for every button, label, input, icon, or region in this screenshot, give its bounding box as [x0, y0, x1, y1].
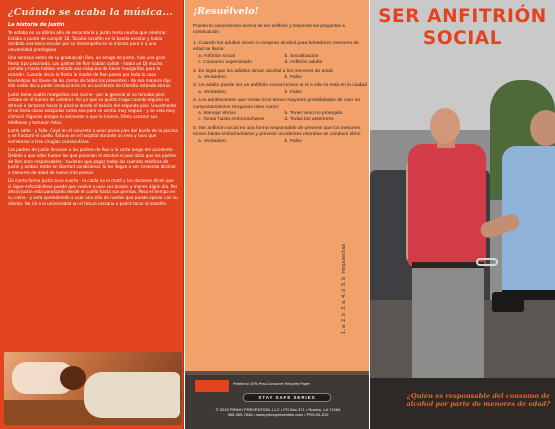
series-badge: STAY SAFE SERIES: [243, 393, 331, 402]
answer-option: c. Consumo supervisado: [198, 60, 252, 66]
quiz-question: [193, 41, 367, 67]
answer-option: b. Falso: [284, 75, 302, 81]
man-belt-shape: [412, 262, 484, 268]
answer-option: b. Socialización: [284, 53, 319, 59]
man-head-shape: [430, 108, 460, 144]
quiz-question: [193, 69, 367, 82]
question-text: 2. Es legal que los adultos sirvan alcohol a los menores de edad.: [193, 68, 334, 74]
copyright: [195, 407, 361, 417]
story-heading: ¿Cuándo se acaba la música...: [8, 7, 173, 18]
answer-key-code: 1.a 2.b 3.a 4.d 5.b: [341, 276, 347, 334]
answer-key: [341, 243, 365, 334]
question-text: 4. Los adolescentes que toman licor tienen mayores posibilidades de caer en comportamientos riesgosos tales como:: [193, 98, 361, 110]
answer-options: [193, 75, 367, 81]
story-paragraph: Justin salto - y fallo. Cayó en el concreto a unos pocos pies del borde de la piscina y se fracturó el cuello. Estuvo en el hospital durante un mes y tuvo que someterse a tres cirugías consecutivas.: [8, 127, 178, 145]
gun-icon: [492, 292, 524, 312]
boy-head-shape: [60, 366, 86, 390]
cover-panel: [370, 0, 555, 429]
handcuffs-icon: [476, 258, 498, 266]
story-paragraph: Yo estaba en su último año de secundaria y Justin tenía mucho que celebrar. Estaba a punto de cumplir 18. Tocaba saxofón en la banda escolar y había recibido una beca escolar por su desempeño en la música para ir a una universidad prestigiosa.: [8, 30, 167, 52]
answer-options: [193, 139, 367, 145]
cover-title: [374, 6, 551, 50]
injured-boy-photo: [4, 352, 182, 425]
answer-option: d. Todas las anteriores: [284, 117, 334, 123]
answer-options: [193, 54, 367, 67]
answer-options: [193, 111, 367, 124]
boy-shirt-shape: [84, 372, 180, 418]
man-pants-shape: [412, 264, 484, 394]
answer-option: b. Tener sexo no protegido: [284, 111, 343, 117]
story-paragraph: Justin tomo cuatro margaritas esa noche - por lo general el no tomaba pero estaba en el humor de celebrar. Así ya que su quinto trago cuando alguien se atrevió a lanzarse hacia la piscina desde el balcón del segundo piso. Usualmente el no haría cosas estúpidas como esa pero se sentía muy seguro - y se veía muy cómico! Algunos amigos lo animaron a que lo hiciera. Otros sacaron sus teléfonos y tomaron fotos.: [8, 91, 177, 125]
quiz-questions: [193, 41, 367, 147]
cover-question: ¿Quién es responsable del consumo de alcohol por parte de menores de edad?: [406, 392, 550, 408]
printed-note: Printed on 30% Post-Consumer Recycled Paper: [233, 382, 310, 386]
cover-title-line: SOCIAL: [422, 28, 503, 49]
answer-option: b. Falso: [284, 138, 302, 144]
quiz-panel: [185, 0, 369, 429]
quiz-intro: Prueba tu conocimiento acerca de ser anfitrión y responde las preguntas a continuación.: [193, 23, 345, 34]
primo-prevention-logo-icon: [195, 380, 229, 392]
answer-option: a. Verdadero: [198, 89, 227, 95]
story-paragraph: Una semana antes de su graduación Ron, un amigo de Justin, hizo una gran fiesta tipo piscinada. Los padres de Ron habían salido - había un DJ mucho comida y hasta habían rentado una máquina de hacer margaritas para la ocasión. Cuando inicio la fiesta la madre de Ron paseo por toda la casa llevándose las llaves de los carros de todos los presentes - de esa manera dijo ella nadie iba a poder involucrarse en un accidente de tránsito estando ebrios.: [8, 55, 172, 89]
contact-line: 985-359-7848 • www.primoprevention.com • PSS-04-515: [227, 412, 329, 417]
story-panel: [0, 0, 184, 429]
story-paragraph: De cierta forma Justin tuvo suerte - la caída no lo mató y los doctores dicen que si sigue esforzándose puede que vuelva a usar sus brazos y manos algún día. Por ahora Justin está paralizado desde el cuello hasta sus piernas. Pasa el tiempo en su cama - y esta aprendiendo a usar una silla de ruedas que puede operar con su aliento. No irá a la universidad en el futuro cercano o podrá tocar el saxofón.: [8, 178, 178, 206]
question-text: 1. Cuando los adultos sirven o compran alcohol para bebedores menores de edad se llama:: [193, 41, 359, 53]
answer-option: a. Verdadero: [198, 138, 227, 144]
question-text: 5. Ser anfitrión social es una forma responsable de prevenir que los menores tomen hasta emborracharse y prevenir accidentes mientras se conduce ebrio: [193, 125, 361, 138]
cover-title-line: SER ANFITRIÓN: [378, 6, 547, 27]
quiz-question: [193, 98, 367, 124]
answer-option: c. Tomar hasta emborracharse: [198, 117, 265, 123]
officer-head-shape: [530, 110, 555, 146]
story-paragraph: Los padres de Justin llevaron a los padres de Ron a la corte luego del accidente. Debido a que ellos fueron los que proveían el alcohol el juez dicto que los padres de Ron eran responsables - tuvieron que pagar todas las cuentas médicas de Justin y ambos están en libertad condicional. Si los llegan a ver sirviendo alcohol a menores de edad de nuevo irán presos.: [8, 147, 177, 175]
story-subheading: La historia de Justin: [8, 22, 65, 28]
man-red-shirt-shape: [408, 144, 486, 266]
copyright-line: © 2018 PRIMO PREVENTION, LLC • PO Box 371 • Ruston, LA 71084: [215, 407, 341, 412]
quiz-question: [193, 83, 367, 96]
answer-option: a. Anfitrión social: [198, 53, 235, 59]
answer-option: d. Anfitrión adulto: [284, 60, 323, 66]
quiz-title: ¡Resuélvelo!: [193, 6, 259, 17]
quiz-question: [193, 126, 367, 145]
story-body: [8, 30, 178, 348]
answer-key-label: respuestas: [341, 243, 347, 274]
question-text: 3. Un adulto puede ser un anfitrión social incluso si el o ella no está en la ciudad: [193, 83, 367, 89]
answer-options: [193, 90, 367, 96]
answer-option: a. Manejar ebrios: [198, 111, 236, 117]
answer-option: a. Verdadero: [198, 75, 227, 81]
answer-option: b. Falso: [284, 89, 302, 95]
